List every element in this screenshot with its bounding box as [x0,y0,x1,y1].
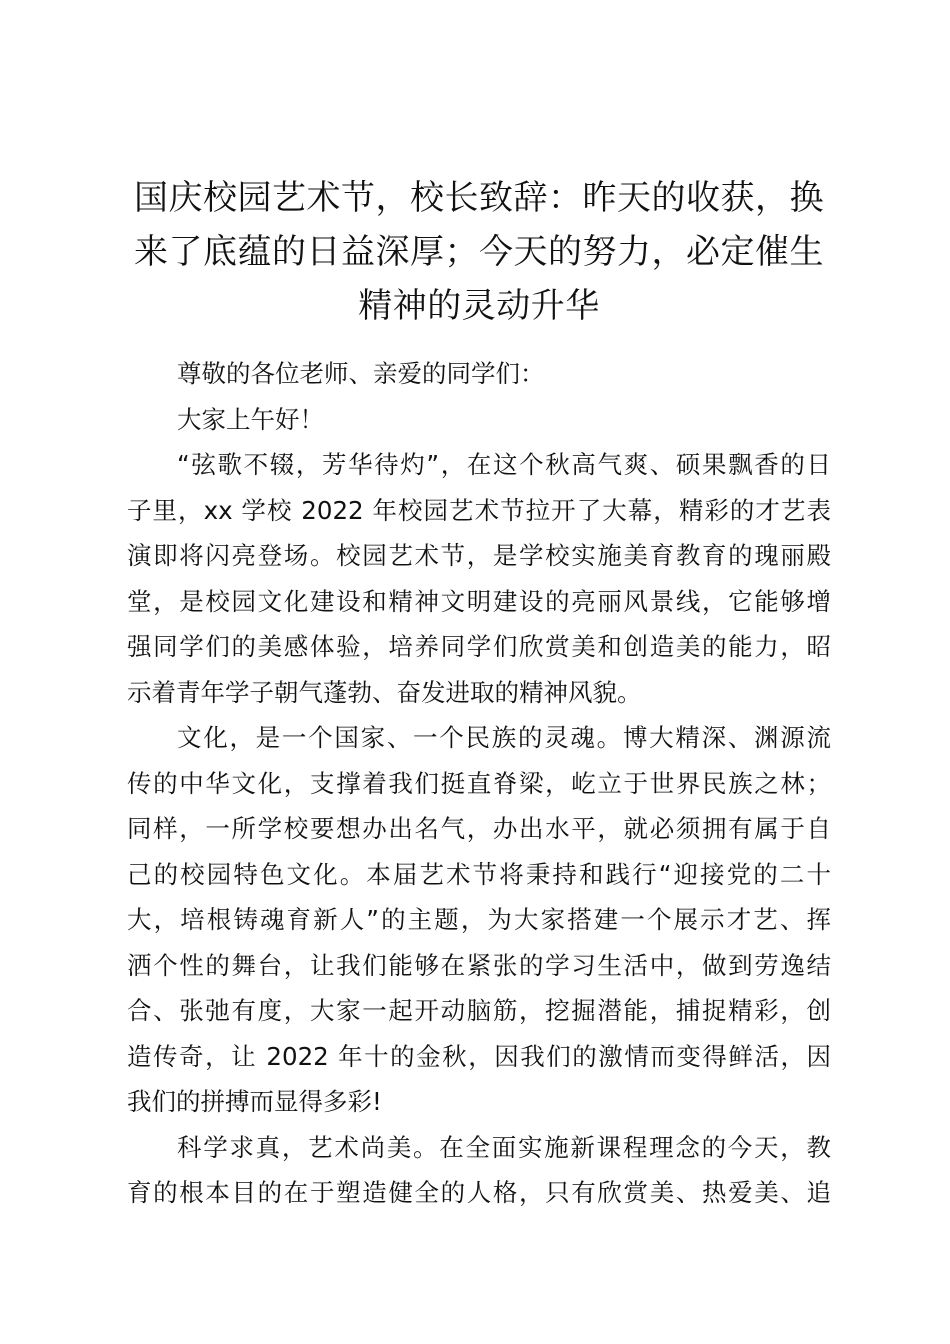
paragraph-3 [127,1125,831,1216]
document-body [127,351,831,1216]
paragraph-line: 子里，xx 学校 2022 年校园艺术节拉开了大幕，精彩的才艺表 [127,495,831,525]
document-title [127,171,831,333]
paragraph-line: 造传奇，让 2022 年十的金秋，因我们的激情而变得鲜活，因 [127,1041,831,1071]
title-line: 来了底蕴的日益深厚；今天的努力，必定催生 [134,232,824,272]
paragraph-line: 育的根本目的在于塑造健全的人格，只有欣赏美、热爱美、追 [127,1178,831,1207]
salutation: 大家上午好！ [177,404,324,434]
greeting: 尊敬的各位老师、亲爱的同学们： [177,359,545,388]
paragraph-line: 合、张弛有度，大家一起开动脑筋，挖掘潜能，捕捉精彩，创 [127,996,831,1025]
paragraph-line: 传的中华文化，支撑着我们挺直脊梁，屹立于世界民族之林； [127,768,831,798]
paragraph-line: 堂，是校园文化建设和精神文明建设的亮丽风景线，它能够增 [127,586,831,616]
paragraph-line: “弦歌不辍，芳华待灼”，在这个秋高气爽、硕果飘香的日 [177,450,831,479]
paragraph-line: 我们的拼搏而显得多彩! [127,1087,382,1116]
paragraph-line: 文化，是一个国家、一个民族的灵魂。博大精深、渊源流 [177,723,831,752]
paragraph-line: 示着青年学子朝气蓬勃、奋发进取的精神风貌。 [127,677,642,707]
document-page [127,171,831,1216]
title-line: 精神的灵动升华 [358,286,600,326]
paragraph-line: 己的校园特色文化。本届艺术节将秉持和践行“迎接党的二十 [127,859,831,889]
paragraph-line: 洒个性的舞台，让我们能够在紧张的学习生活中，做到劳逸结 [127,950,831,980]
paragraph-line: 强同学们的美感体验，培养同学们欣赏美和创造美的能力，昭 [127,632,831,661]
paragraph-line: 科学求真，艺术尚美。在全面实施新课程理念的今天，教 [177,1132,831,1162]
paragraph-1 [127,442,831,715]
paragraph-line: 大，培根铸魂育新人”的主题，为大家搭建一个展示才艺、挥 [127,905,831,934]
paragraph-2 [127,715,831,1125]
title-line: 国庆校园艺术节，校长致辞：昨天的收获，换 [134,178,824,218]
paragraph-line: 演即将闪亮登场。校园艺术节，是学校实施美育教育的瑰丽殿 [127,541,831,570]
paragraph-line: 同样，一所学校要想办出名气，办出水平，就必须拥有属于自 [127,814,831,843]
